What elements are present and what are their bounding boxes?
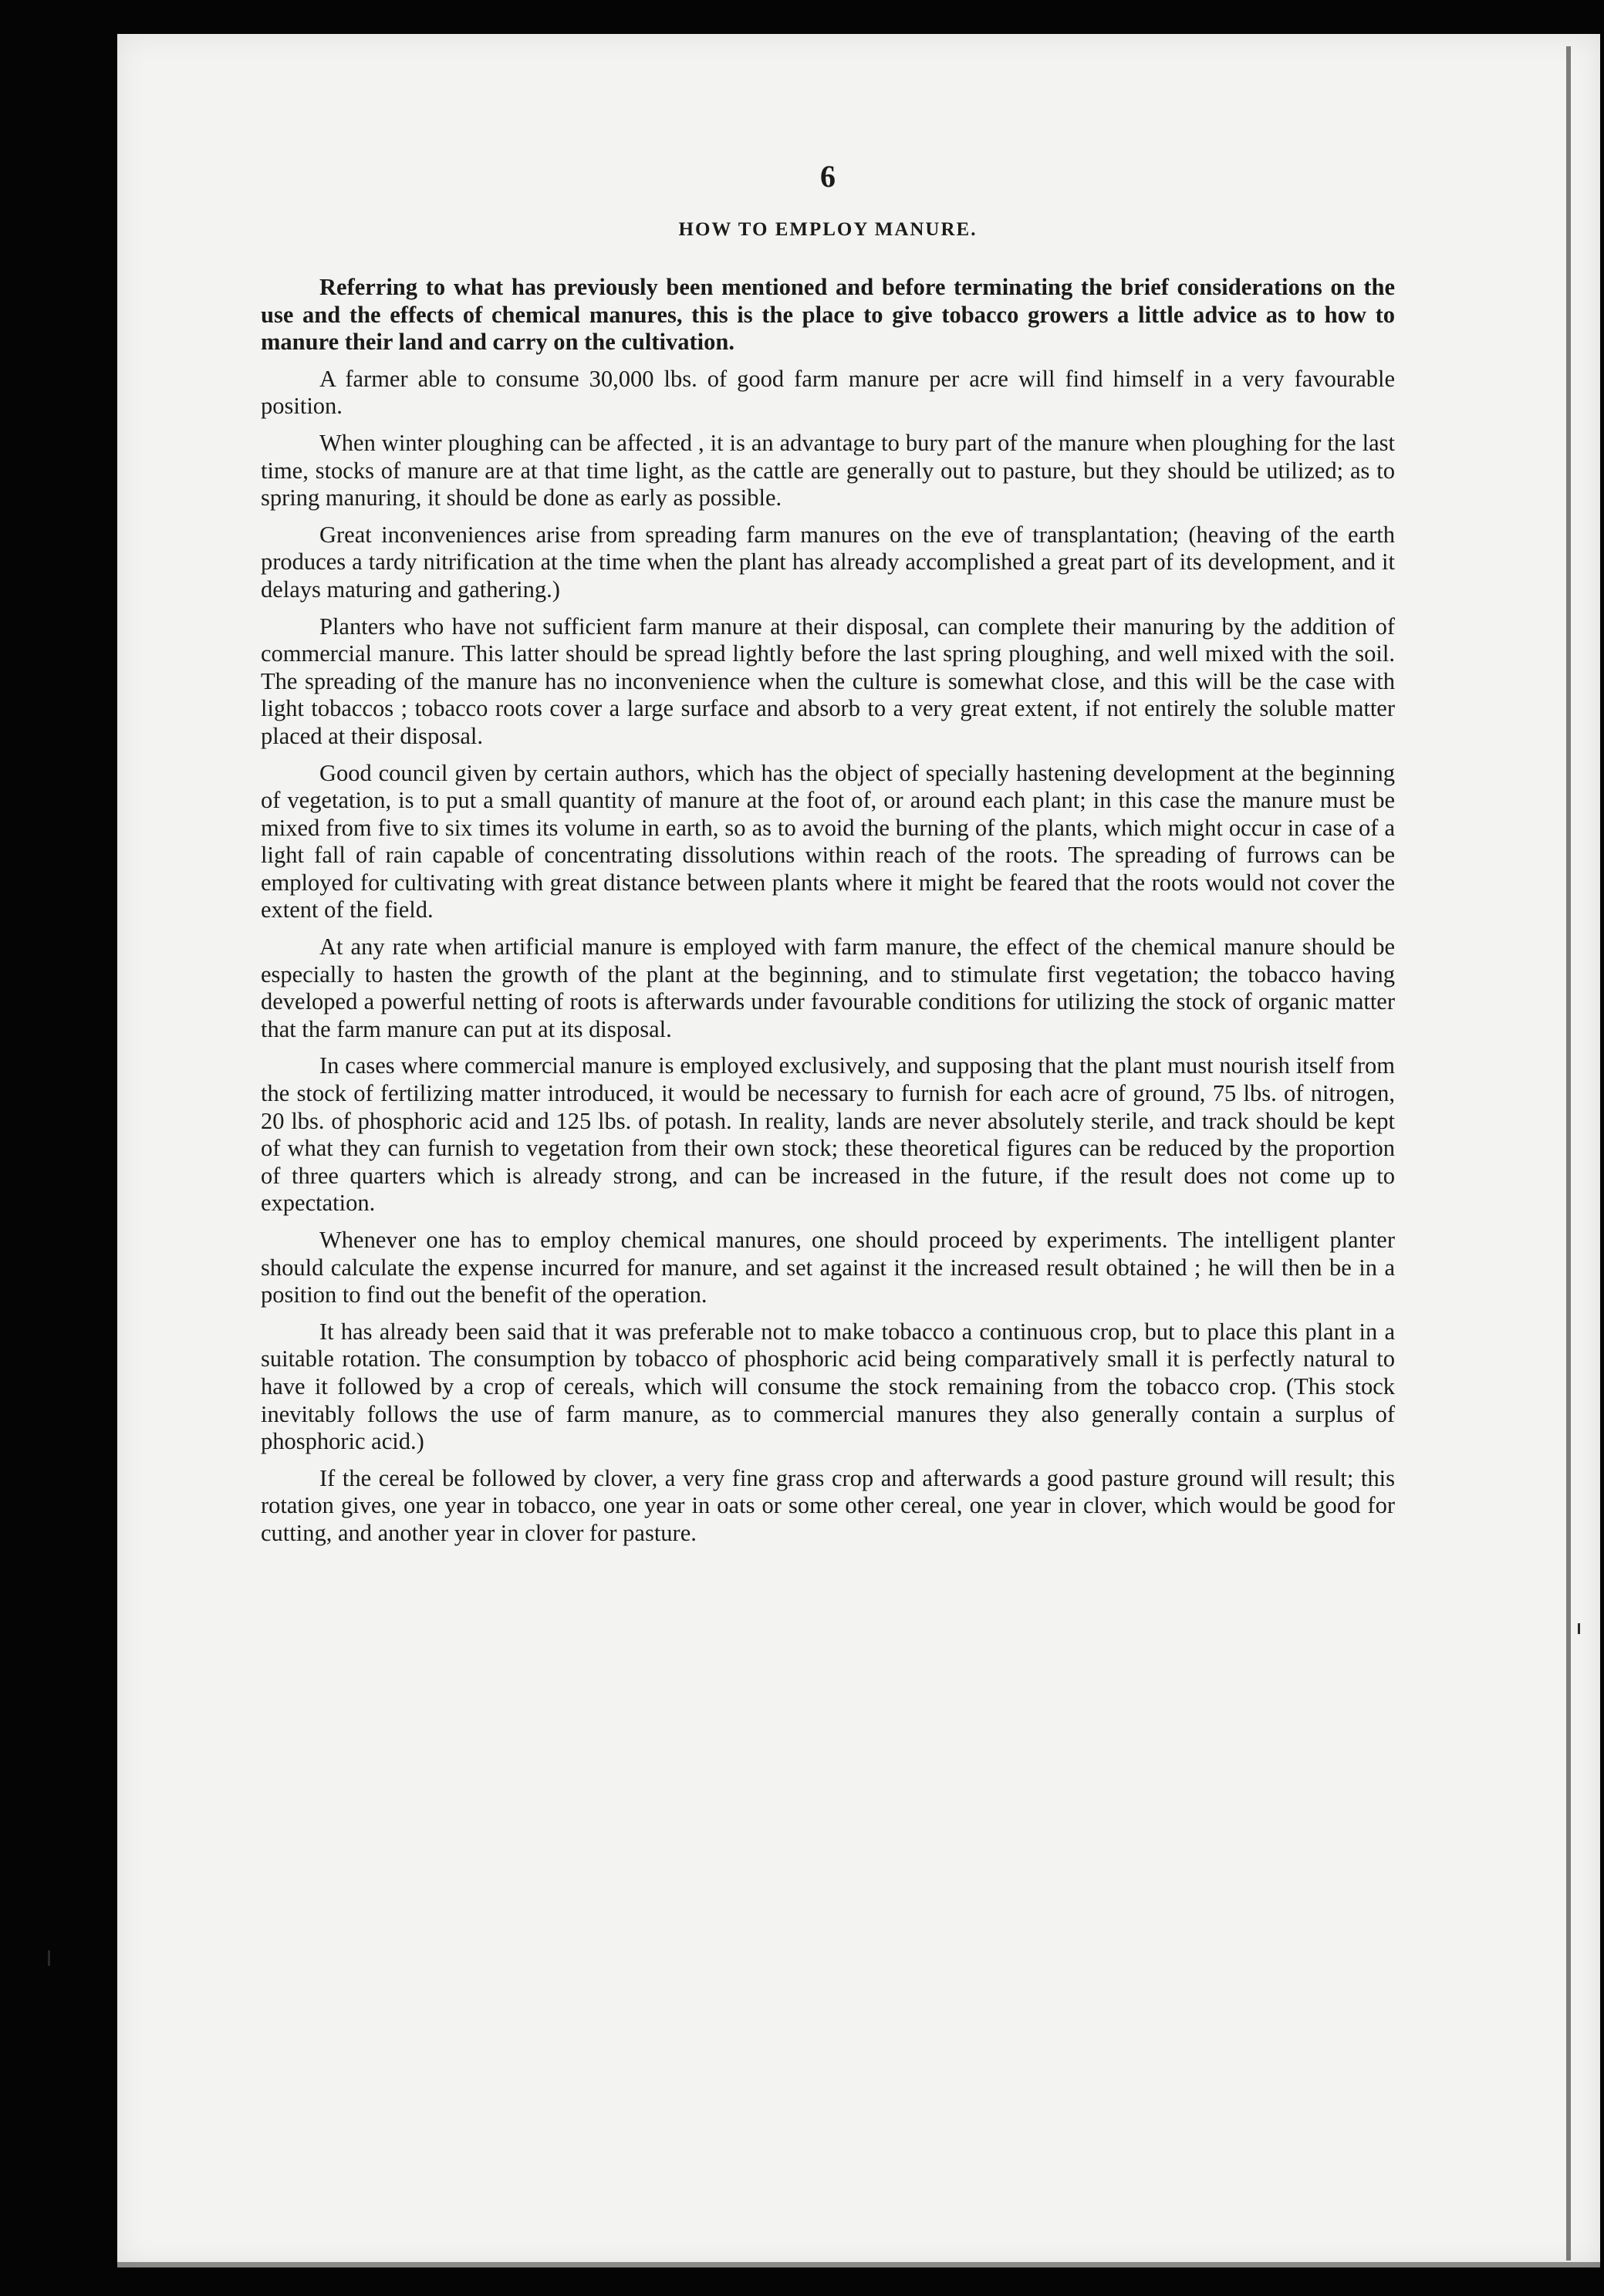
paragraph: If the cereal be followed by clover, a very fine grass crop and afterwards a good pasture ground will result; this rotation gives, one year in tobacco, one year in oats or some other cereal, one year in clover, which would be good for cutting, and another year in clover for pasture. (261, 1464, 1395, 1546)
paragraph: It has already been said that it was preferable not to make tobacco a continuous crop, but to place this plant in a suitable rotation. The consumption by tobacco of phosphoric acid being comparatively small it is perfectly natural to have it followed by a crop of cereals, which will consume the stock remaining from the tobacco crop. (This stock inevitably follows the use of farm manure, as to commercial manures they also generally contain a surplus of phosphoric acid.) (261, 1318, 1395, 1455)
page-edge-shadow (1566, 46, 1571, 2261)
body-text (261, 274, 1395, 1548)
scan-artifact-mark (1578, 1623, 1580, 1634)
paragraph: Referring to what has previously been mentioned and before terminating the brief considerations on the use and the effects of chemical manures, this is the place to give tobacco growers a little advice as to how to manure their land and carry on the cultivation. (261, 274, 1395, 356)
paragraph: In cases where commercial manure is employed exclusively, and supposing that the plant must nourish itself from the stock of fertilizing matter introduced, it would be necessary to furnish for each acre of ground, 75 lbs. of nitrogen, 20 lbs. of phosphoric acid and 125 lbs. of potash. In reality, lands are never absolutely sterile, and track should be kept of what they can furnish to vegetation from their own stock; these theoretical figures can be reduced by the proportion of three quarters which is already strong, and can be increased in the future, if the result does not come up to expectation. (261, 1052, 1395, 1217)
page-bottom-shadow (117, 2262, 1600, 2267)
paragraph: Good council given by certain authors, which has the object of specially hastening development at the beginning of vegetation, is to put a small quantity of manure at the foot of, or around each plant; in this case the manure must be mixed from five to six times its volume in earth, so as to avoid the burning of the plants, which might occur in case of a light fall of rain capable of concentrating dissolutions within reach of the roots. The spreading of furrows can be employed for cultivating with great distance between plants where it might be feared that the roots would not cover the extent of the field. (261, 759, 1395, 923)
paragraph: At any rate when artificial manure is employed with farm manure, the effect of the chemical manure should be especially to hasten the growth of the plant at the beginning, and to stimulate first vegetation; the tobacco having developed a powerful netting of roots is afterwards under favourable conditions for utilizing the stock of organic matter that the farm manure can put at its disposal. (261, 934, 1395, 1042)
paragraph: A farmer able to consume 30,000 lbs. of good farm manure per acre will find himself in a very favourable position. (261, 365, 1395, 420)
page-content (261, 158, 1395, 2064)
paragraph: When winter ploughing can be affected , it is an advantage to bury part of the manure when ploughing for the last time, stocks of manure are at that time light, as the cattle are generally out to pasture, but they should be utilized; as to spring manuring, it should be done as early as possible. (261, 429, 1395, 512)
page-number: 6 (820, 159, 836, 194)
paragraph: Whenever one has to employ chemical manures, one should proceed by experiments. The intelligent planter should calculate the expense incurred for manure, and set against it the increased result obtained ; he will then be in a position to find out the benefit of the operation. (261, 1227, 1395, 1308)
paragraph: Planters who have not sufficient farm manure at their disposal, can complete their manuring by the addition of commercial manure. This latter should be spread lightly before the last spring ploughing, and well mixed with the soil. The spreading of the manure has no inconvenience when the culture is somewhat close, and this will be the case with light tobaccos ; tobacco roots cover a large surface and absorb to a very great extent, if not entirely the soluble matter placed at their disposal. (261, 613, 1395, 749)
paragraph: Great inconveniences arise from spreading farm manures on the eve of transplantation; (heaving of the earth produces a tardy nitrification at the time when the plant has already accomplished a great part of its development, and it delays maturing and gathering.) (261, 521, 1395, 603)
section-heading: HOW TO EMPLOY MANURE. (678, 219, 978, 240)
scan-artifact-mark (48, 1950, 50, 1966)
